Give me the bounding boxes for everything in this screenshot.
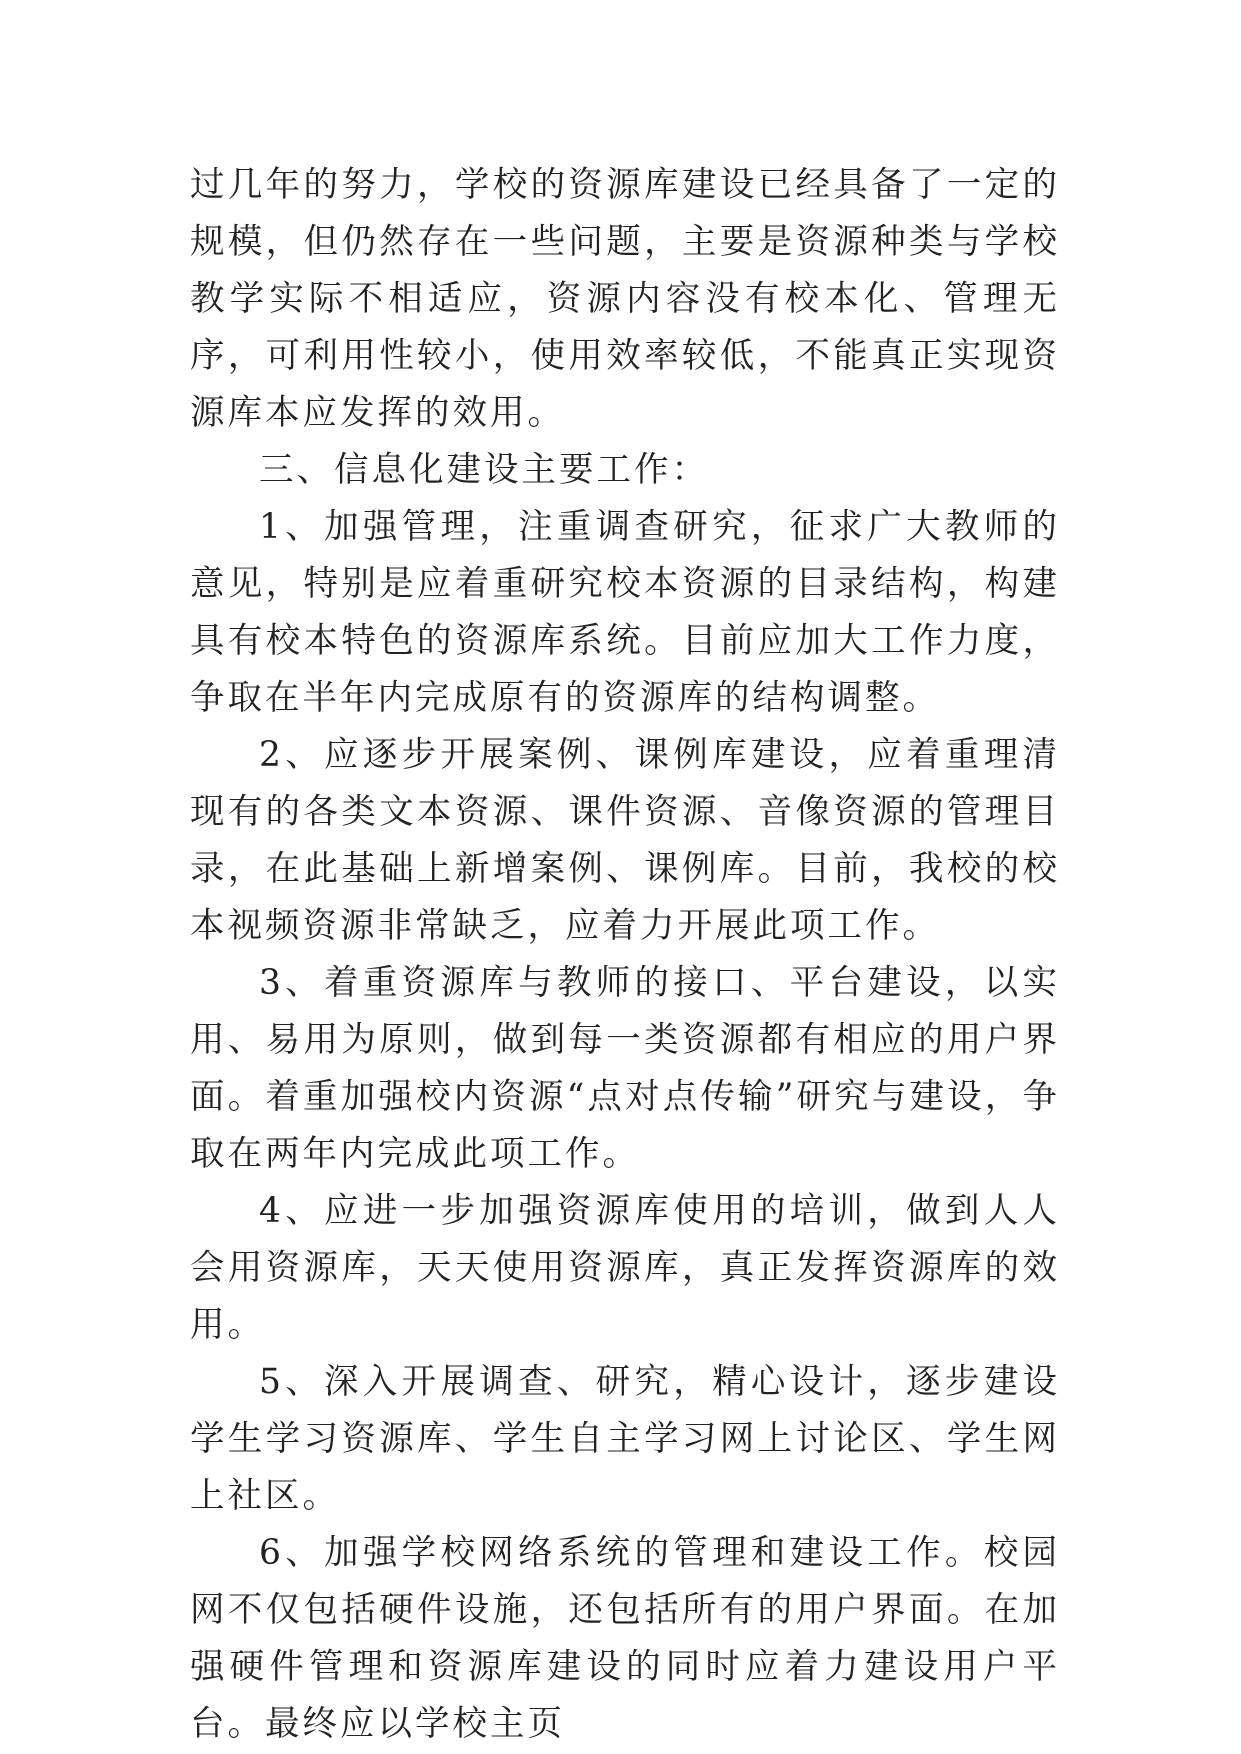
paragraph-item-5: 5、深入开展调查、研究，精心设计，逐步建设学生学习资源库、学生自主学习网上讨论区、学生网上社区。 xyxy=(190,1362,1060,1516)
paragraph-item-1: 1、加强管理，注重调查研究，征求广大教师的意见，特别是应着重研究校本资源的目录结构，构建具有校本特色的资源库系统。目前应加大工作力度，争取在半年内完成原有的资源库的结构调整。 xyxy=(190,507,1060,718)
paragraph-item-2: 2、应逐步开展案例、课例库建设，应着重理清现有的各类文本资源、课件资源、音像资源的管理目录，在此基础上新增案例、课例库。目前，我校的校本视频资源非常缺乏，应着力开展此项工作。 xyxy=(190,735,1060,946)
paragraph-item-4: 4、应进一步加强资源库使用的培训，做到人人会用资源库，天天使用资源库，真正发挥资源库的效用。 xyxy=(190,1191,1060,1345)
paragraph-item-3: 3、着重资源库与教师的接口、平台建设，以实用、易用为原则，做到每一类资源都有相应的用户界面。着重加强校内资源“点对点传输”研究与建设，争取在两年内完成此项工作。 xyxy=(190,963,1060,1174)
paragraph-continuation: 过几年的努力，学校的资源库建设已经具备了一定的规模，但仍然存在一些问题，主要是资源种类与学校教学实际不相适应，资源内容没有校本化、管理无序，可利用性较小，使用效率较低，不能真正实现资源库本应发挥的效用。 xyxy=(190,165,1060,433)
document-body xyxy=(190,157,1060,1753)
paragraph-item-6: 6、加强学校网络系统的管理和建设工作。校园网不仅包括硬件设施，还包括所有的用户界面。在加强硬件管理和资源库建设的同时应着力建设用户平台。最终应以学校主页 xyxy=(190,1533,1060,1744)
section-heading-3: 三、信息化建设主要工作： xyxy=(259,450,709,490)
